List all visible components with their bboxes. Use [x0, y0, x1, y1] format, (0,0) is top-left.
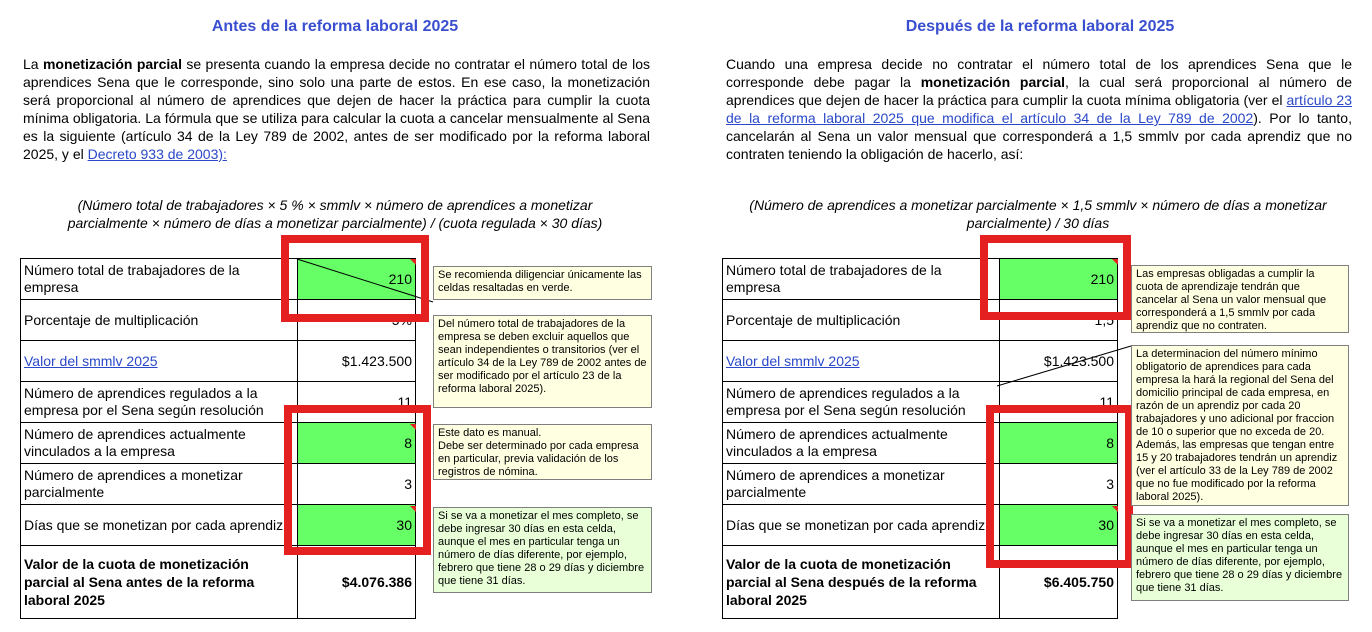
trabajadores-input[interactable]: 210: [297, 259, 415, 300]
highlight-box: [281, 235, 429, 322]
comment-note: Las empresas obligadas a cumplir la cuota de aprendizaje tendrán que cancelar al Sena un valor mensual que corresponderá a 1,5 smmlv por cada aprendiz que no contraten.: [1131, 265, 1349, 333]
row-label: Número de aprendices actualmente vinculados a la empresa: [723, 423, 1000, 464]
row-label: Número total de trabajadores de la empresa: [723, 259, 1000, 300]
trabajadores-input[interactable]: 210: [999, 259, 1117, 300]
row-label: Número de aprendices regulados a la empresa por el Sena según resolución: [723, 382, 1000, 423]
left-decreto-link[interactable]: Decreto 933 de 2003):: [87, 146, 227, 162]
highlight-box: [284, 405, 431, 555]
left-para-text-2: se presenta cuando la empresa decide no contratar el número total de los aprendices Sena que le corresponde, sino solo una parte de estos. En ese caso, la monetización será proporcional al número de aprendices que dejen de hacer la práctica para cumplir la cuota mínima obligatoria. La fórmula que se utiliza para calcular la cuota a cancelar mensualmente al Sena es la siguiente (artículo 34 de la Ley 789 de 2002, antes de ser modificado por la reforma laboral 2025, y el: [23, 56, 650, 162]
left-title: Antes de la reforma laboral 2025: [211, 18, 459, 35]
dias-input[interactable]: 30: [999, 505, 1117, 546]
right-articulo-link[interactable]: artículo 23 de la reforma laboral 2025 que modifica el artículo 34 de la Ley 789 de 2002: [726, 92, 1352, 126]
comment-note: Se recomienda diligenciar únicamente las celdas resaltadas en verde.: [433, 266, 652, 300]
row-label: Número de aprendices regulados a la empresa por el Sena según resolución: [21, 382, 298, 423]
right-para-text-2: , la cual será proporcional al número de aprendices que dejen de hacer la práctica para cumplir la cuota mínima obligatoria (ver el: [726, 74, 1353, 108]
row-label: Porcentaje de multiplicación: [723, 300, 1000, 341]
monetizar-value: 3: [297, 464, 415, 505]
comment-note: Del número total de trabajadores de la empresa se deben excluir aquellos que sean independientes o transitorios (ver el artículo 34 de la Ley 789 de 2002 antes de ser modificado por el artículo 23 de la reforma laboral 2025).: [433, 315, 652, 408]
left-formula: (Número total de trabajadores × 5 % × smmlv × número de aprendices a monetizar parcialmente × número de días a monetizar parcialmente) / (cuota regulada × 30 días): [67, 197, 603, 231]
comment-note: Si se va a monetizar el mes completo, se debe ingresar 30 días en esta celda, aunque el mes en particular tenga un número de días diferente, por ejemplo, febrero que tiene 28 o 29 días y diciembre que tiene 31 días.: [433, 507, 652, 593]
porcentaje-value: 5%: [297, 300, 415, 341]
highlight-box: [986, 405, 1133, 568]
left-para-bold: monetización parcial: [42, 56, 182, 72]
row-label: Número de aprendices a monetizar parcialmente: [723, 464, 1000, 505]
dias-input[interactable]: 30: [297, 505, 415, 546]
row-label: Valor de la cuota de monetización parcial al Sena antes de la reforma laboral 2025: [21, 546, 298, 619]
comment-note: Si se va a monetizar el mes completo, se debe ingresar 30 días en esta celda, aunque el mes en particular tenga un número de días diferente, por ejemplo, febrero que tiene 28 o 29 días y diciembre que tiene 31 días.: [1131, 514, 1349, 601]
row-label: Días que se monetizan por cada aprendiz: [723, 505, 1000, 546]
right-para-text-1: Cuando una empresa decide no contratar el número total de los aprendices Sena que le corresponde debe pagar la: [726, 56, 1352, 90]
right-formula: (Número de aprendices a monetizar parcialmente × 1,5 smmlv × número de días a monetizar parcialmente) / 30 días: [749, 197, 1327, 231]
comment-note: La determinacion del número mínimo obligatorio de aprendices para cada empresa la hará la regional del Sena del domicilio principal de cada empresa, en razón de un aprendiz por cada 20 trabajadores y uno adicional por fraccion de 10 o superior que no exceda de 20. Además, las empresas que tengan entre 15 y 20 trabajadores tendrán un aprendiz (ver el artículo 33 de la Ley 789 de 2002 que no fue modificado por la reforma laboral 2025).: [1131, 345, 1349, 506]
right-title: Después de la reforma laboral 2025: [905, 18, 1175, 35]
row-label: Número total de trabajadores de la empresa: [21, 259, 298, 300]
table-row: [723, 341, 1118, 382]
right-para-text-3: ). Por lo tanto, cancelarán al Sena un valor mensual que corresponderá a 1,5 smmlv por cada aprendiz que no contraten teniendo la obligación de hacerlo, así:: [726, 110, 1352, 162]
comment-note: Este dato es manual. Debe ser determinado por cada empresa en particular, previa validación de los registros de nómina.: [433, 424, 652, 480]
row-label: [723, 341, 1000, 382]
smmlv-value: $1.423.500: [297, 341, 415, 382]
left-para-text-1: La: [23, 56, 43, 72]
row-label: Valor de la cuota de monetización parcial al Sena después de la reforma laboral 2025: [723, 546, 1000, 619]
right-description: [726, 55, 1352, 163]
row-label: Número de aprendices a monetizar parcialmente: [21, 464, 298, 505]
right-para-bold: monetización parcial: [920, 74, 1066, 90]
vinculados-input[interactable]: 8: [297, 423, 415, 464]
regulados-value: 11: [999, 382, 1117, 423]
smmlv-link[interactable]: Valor del smmlv 2025: [726, 352, 860, 369]
row-label: Número de aprendices actualmente vinculados a la empresa: [21, 423, 298, 464]
regulados-value: 11: [297, 382, 415, 423]
cuota-result: $6.405.750: [999, 546, 1117, 619]
row-label: Porcentaje de multiplicación: [21, 300, 298, 341]
vinculados-input[interactable]: 8: [999, 423, 1117, 464]
monetizar-value: 3: [999, 464, 1117, 505]
smmlv-link[interactable]: Valor del smmlv 2025: [24, 352, 158, 369]
row-label: Días que se monetizan por cada aprendiz: [21, 505, 298, 546]
smmlv-value: $1.423.500: [999, 341, 1117, 382]
highlight-box: [980, 235, 1131, 320]
porcentaje-value: 1,5: [999, 300, 1117, 341]
cuota-result: $4.076.386: [297, 546, 415, 619]
